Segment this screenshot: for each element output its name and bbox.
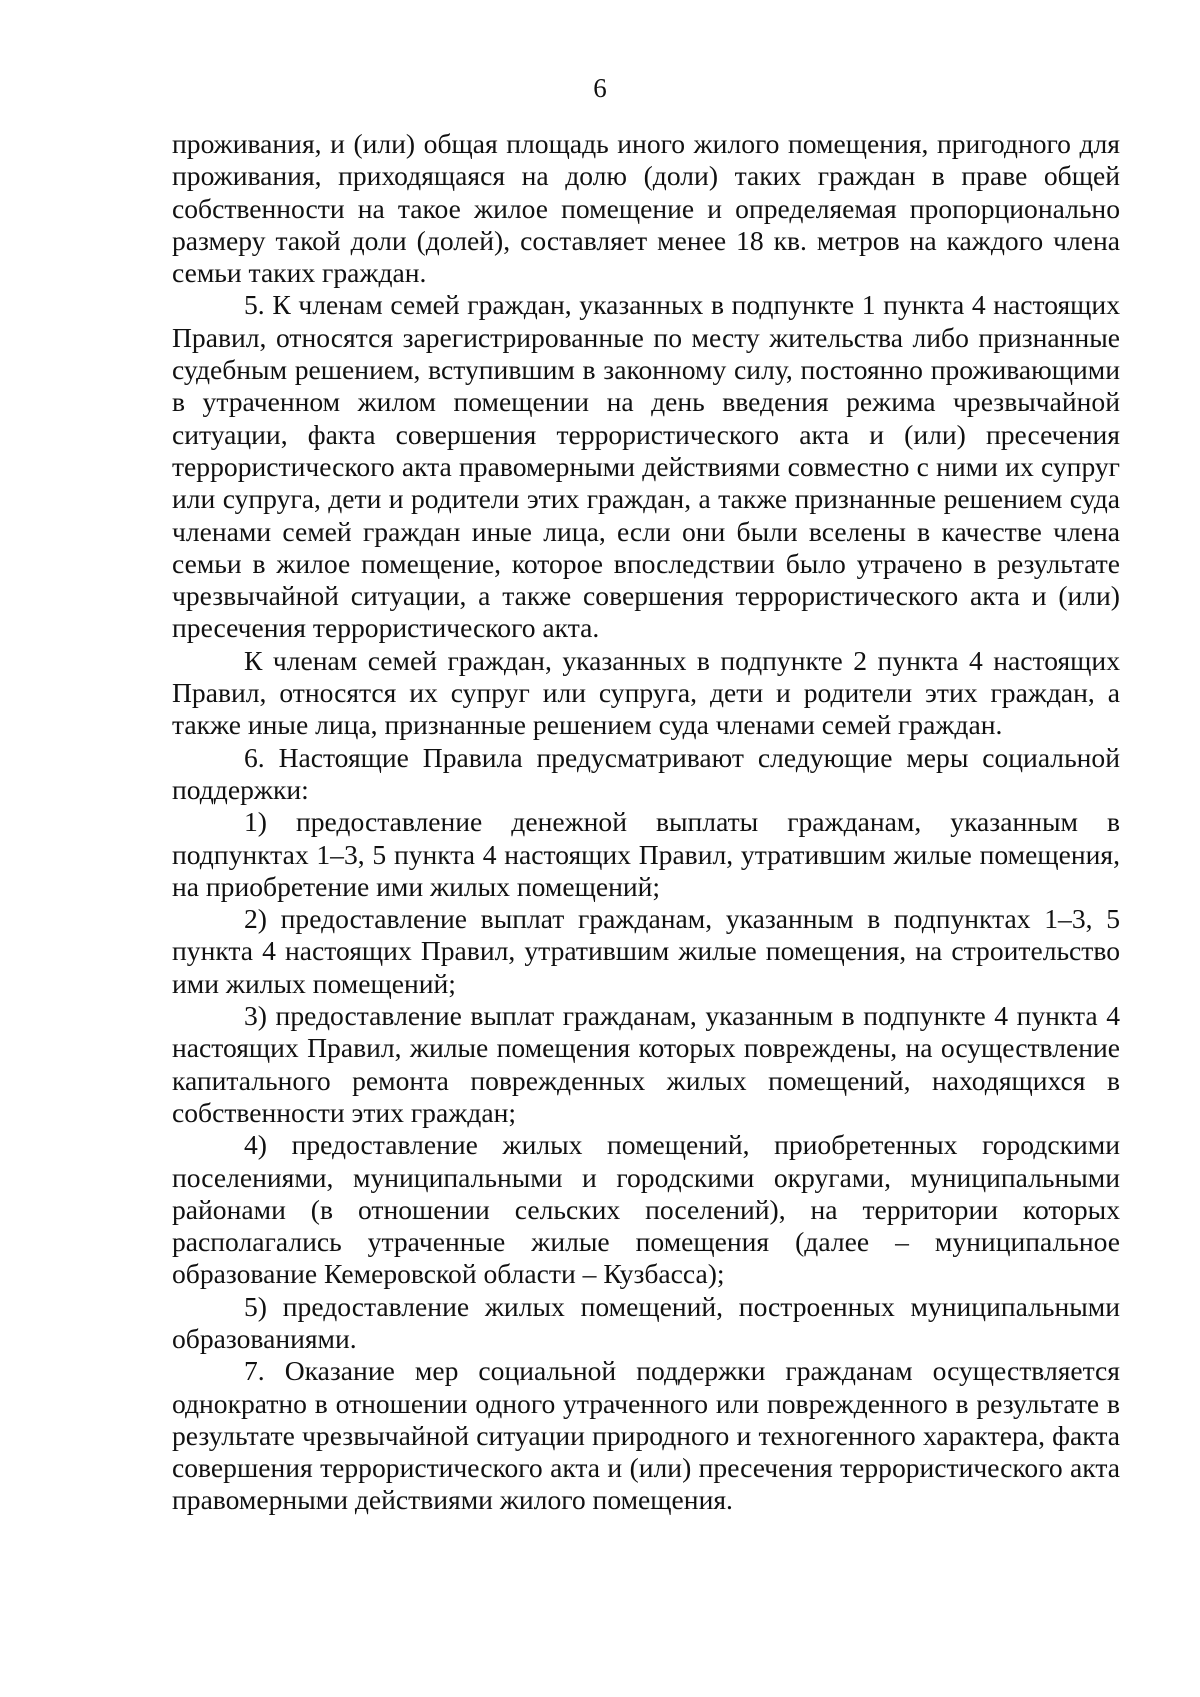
paragraph-subitem-1: 1) предоставление денежной выплаты гражданам, указанным в подпунктах 1–3, 5 пункта 4 настоящих Правил, утратившим жилые помещения, на приобретение ими жилых помещений; [172, 806, 1120, 902]
paragraph-subitem-5: 5) предоставление жилых помещений, построенных муниципальными образованиями. [172, 1290, 1120, 1354]
paragraph-subitem-4: 4) предоставление жилых помещений, приобретенных городскими поселениями, муниципальными и городскими округами, муниципальными районами (в отношении сельских поселений), на территории которых располагались утраченные жилые помещения (далее – муниципальное образование Кемеровской области – Кузбасса); [172, 1129, 1120, 1290]
paragraph-item-5-family: К членам семей граждан, указанных в подпункте 2 пункта 4 настоящих Правил, относятся их супруг или супруга, дети и родители этих граждан, а также иные лица, признанные решением суда членами семей граждан. [172, 644, 1120, 741]
page-number: 6 [593, 73, 607, 103]
paragraph-subitem-3: 3) предоставление выплат гражданам, указанным в подпункте 4 пункта 4 настоящих Правил, жилые помещения которых повреждены, на осуществление капитального ремонта поврежденных жилых помещений, находящихся в собственности этих граждан; [172, 1000, 1120, 1128]
paragraph-item-6: 6. Настоящие Правила предусматривают следующие меры социальной поддержки: [172, 741, 1120, 805]
paragraph-continuation: проживания, и (или) общая площадь иного жилого помещения, пригодного для проживания, приходящаяся на долю (доли) таких граждан в праве общей собственности на такое жилое помещение и определяемая пропорционально размеру такой доли (долей), составляет менее 18 кв. метров на каждого члена семьи таких граждан. [172, 128, 1120, 289]
document-body [172, 128, 1120, 1517]
paragraph-item-7: 7. Оказание мер социальной поддержки гражданам осуществляется однократно в отношении одного утраченного или поврежденного в результате в результате чрезвычайной ситуации природного и техногенного характера, факта совершения террористического акта и (или) пресечения террористического акта правомерными действиями жилого помещения. [172, 1355, 1120, 1516]
paragraph-subitem-2: 2) предоставление выплат гражданам, указанным в подпунктах 1–3, 5 пункта 4 настоящих Правил, утратившим жилые помещения, на строительство ими жилых помещений; [172, 903, 1120, 999]
paragraph-item-5: 5. К членам семей граждан, указанных в подпункте 1 пункта 4 настоящих Правил, относятся зарегистрированные по месту жительства либо признанные судебным решением, вступившим в законному силу, постоянно проживающими в утраченном жилом помещении на день введения режима чрезвычайной ситуации, факта совершения террористического акта и (или) пресечения террористического акта правомерными действиями совместно с ними их супруг или супруга, дети и родители этих граждан, а также признанные решением суда членами семей граждан иные лица, если они были вселены в качестве члена семьи в жилое помещение, которое впоследствии было утрачено в результате чрезвычайной ситуации, а также совершения террористического акта и (или) пресечения террористического акта. [172, 289, 1120, 644]
